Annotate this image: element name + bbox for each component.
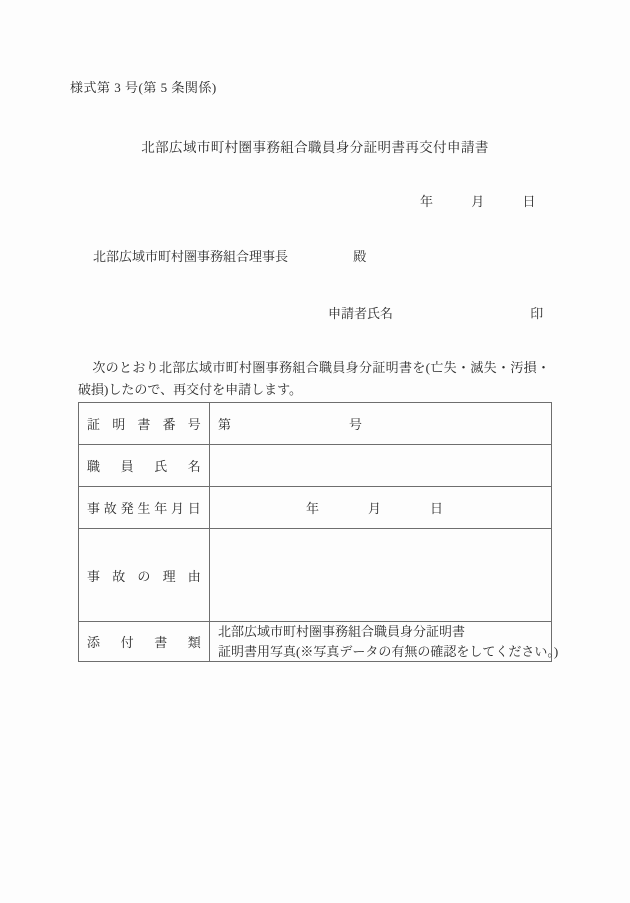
- label-char: 理: [162, 568, 176, 584]
- label-char: 番: [162, 417, 176, 432]
- row-label-accident-reason: [79, 529, 210, 622]
- row-label-certificate-number: [79, 403, 210, 445]
- label-char: 年: [154, 501, 168, 516]
- cell-attachments[interactable]: [210, 622, 559, 662]
- date-day-label: 日: [522, 194, 536, 209]
- document-title: 北部広域市町村圏事務組合職員身分証明書再交付申請書: [141, 140, 489, 155]
- cell-employee-name[interactable]: [210, 445, 552, 487]
- row-label-employee-name: [79, 445, 210, 487]
- label-char: 名: [187, 459, 201, 474]
- label-char: 証: [87, 417, 101, 432]
- label-char: 日: [187, 501, 201, 516]
- addressee-line: [93, 246, 366, 265]
- label-char: 発: [120, 501, 134, 516]
- cell-accident-reason[interactable]: [210, 529, 552, 622]
- table-row: [79, 487, 552, 529]
- label-char: 由: [187, 568, 201, 584]
- accident-year-label: 年: [306, 501, 320, 516]
- table-row: [79, 403, 552, 445]
- table-row: [79, 529, 552, 622]
- label-char: 事: [87, 501, 101, 516]
- label-char: 明: [112, 417, 126, 432]
- label-char: 生: [137, 501, 151, 516]
- addressee-name: 北部広域市町村圏事務組合理事長: [93, 249, 289, 264]
- application-table: [78, 402, 559, 662]
- label-char: の: [137, 568, 151, 584]
- certificate-number-prefix: 第: [218, 417, 232, 432]
- label-char: 付: [120, 635, 134, 650]
- label-char: 職: [87, 459, 101, 474]
- date-line: [420, 191, 536, 210]
- addressee-honorific: 殿: [353, 249, 367, 264]
- label-char: 員: [120, 459, 134, 474]
- label-char: 故: [103, 501, 117, 516]
- date-year-label: 年: [420, 194, 434, 209]
- attachment-line-2: 証明書用写真(※写真データの有無の確認をしてください。): [218, 643, 559, 659]
- label-char: 号: [187, 417, 201, 432]
- label-char: 類: [187, 635, 201, 650]
- accident-month-label: 月: [368, 501, 382, 516]
- label-char: 書: [137, 417, 151, 432]
- form-number: 様式第 3 号(第 5 条関係): [70, 80, 217, 95]
- label-char: 書: [154, 635, 168, 650]
- applicant-line: [328, 303, 543, 322]
- body-paragraph: [78, 357, 550, 402]
- applicant-name-label: 申請者氏名: [328, 306, 394, 321]
- label-char: 故: [112, 568, 126, 584]
- label-char: 月: [170, 501, 185, 516]
- body-paragraph-text: 次のとおり北部広域市町村圏事務組合職員身分証明書を(亡失・滅失・汚損・破損)したので、再交付を申請します。: [78, 360, 550, 398]
- date-month-label: 月: [471, 194, 485, 209]
- table-row: [79, 622, 552, 662]
- row-label-attachments: [79, 622, 210, 662]
- row-label-accident-date: [79, 487, 210, 529]
- table-row: [79, 445, 552, 487]
- accident-day-label: 日: [430, 501, 444, 516]
- label-char: 氏: [154, 459, 168, 474]
- cell-certificate-number[interactable]: [210, 403, 552, 445]
- attachment-line-1: 北部広域市町村圏事務組合職員身分証明書: [218, 624, 466, 640]
- label-char: 事: [87, 568, 101, 584]
- label-char: 添: [87, 635, 101, 650]
- certificate-number-suffix: 号: [349, 417, 363, 432]
- cell-accident-date[interactable]: [210, 487, 552, 529]
- seal-label: 印: [530, 306, 544, 321]
